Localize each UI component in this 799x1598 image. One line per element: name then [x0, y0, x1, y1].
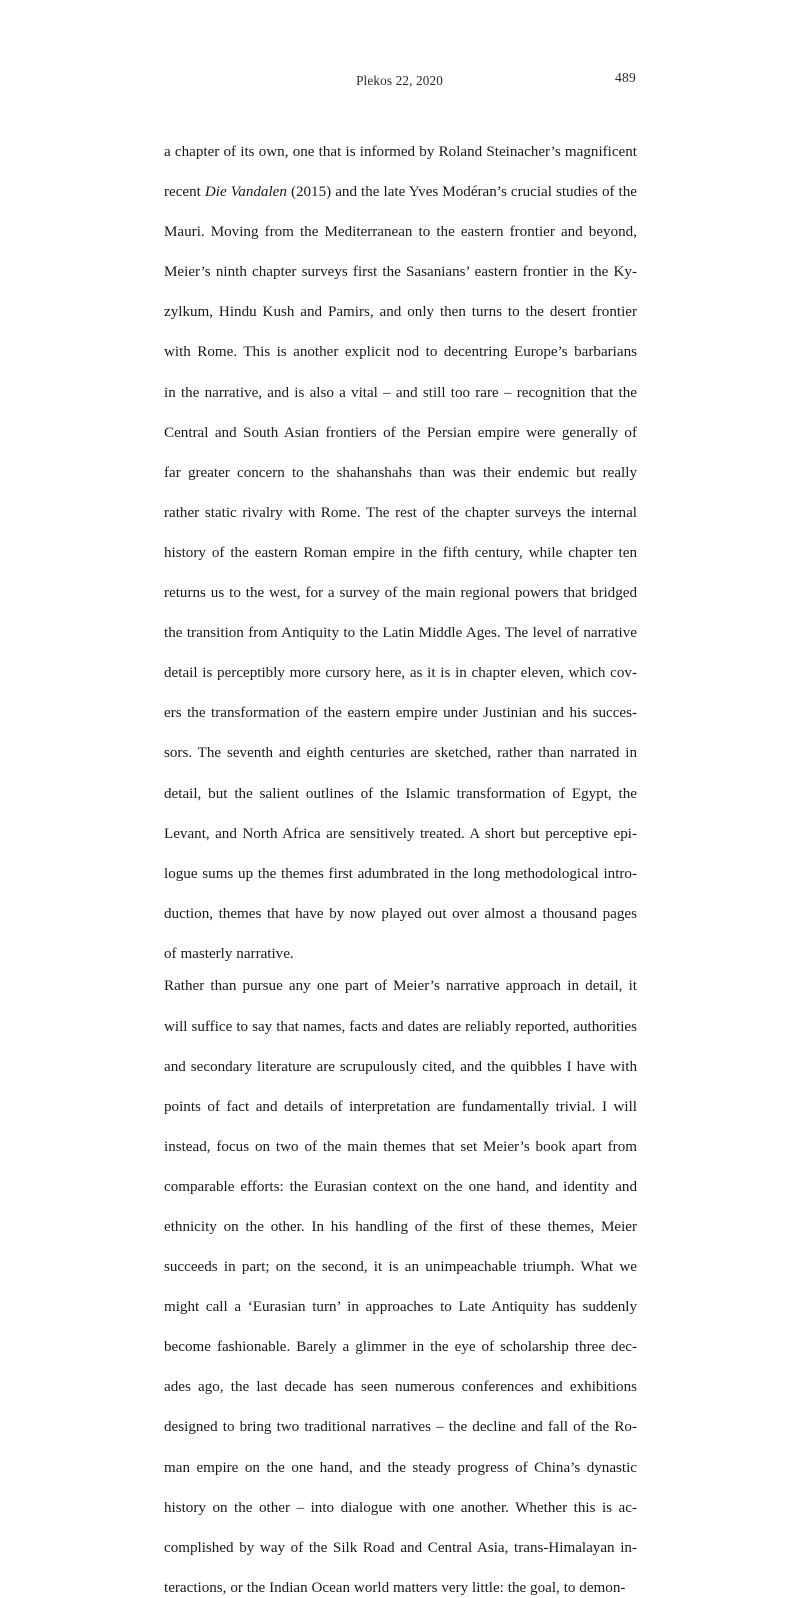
text-line: Rather than pursue any one part of Meier’s narrative approach in detail, it [164, 978, 637, 995]
text-line: Levant, and North Africa are sensitively treated. A short but perceptive epi- [164, 825, 637, 842]
text-line: sors. The seventh and eighth centuries are sketched, rather than narrated in [164, 745, 637, 762]
text-line: instead, focus on two of the main themes that set Meier’s book apart from [164, 1138, 637, 1155]
text-line: succeeds in part; on the second, it is an unimpeachable triumph. What we [164, 1259, 637, 1276]
text-line: the transition from Antiquity to the Latin Middle Ages. The level of narrative [164, 625, 637, 642]
text-line: with Rome. This is another explicit nod to decentring Europe’s barbarians [164, 344, 637, 361]
body-text-block [164, 142, 637, 1598]
text-line: far greater concern to the shahanshahs than was their endemic but really [164, 464, 637, 481]
body-paragraph [164, 142, 637, 964]
body-paragraph [164, 976, 637, 1597]
text-line: returns us to the west, for a survey of the main regional powers that bridged [164, 585, 637, 602]
text-line: Meier’s ninth chapter surveys first the Sasanians’ eastern frontier in the Ky- [164, 264, 637, 281]
page-number: 489 [615, 70, 636, 85]
text-line: ethnicity on the other. In his handling of the first of these themes, Meier [164, 1218, 637, 1235]
text-line: history on the other – into dialogue with one another. Whether this is ac- [164, 1499, 637, 1516]
running-head-title: Plekos 22, 2020 [356, 73, 443, 88]
text-line: might call a ‘Eurasian turn’ in approaches to Late Antiquity has suddenly [164, 1299, 637, 1316]
text-line: logue sums up the themes first adumbrated in the long methodological intro- [164, 865, 637, 882]
text-line: comparable efforts: the Eurasian context on the one hand, and identity and [164, 1178, 637, 1195]
text-line: a chapter of its own, one that is informed by Roland Steinacher’s magnificent [164, 144, 637, 160]
italic-title: Die Vandalen [204, 184, 287, 201]
text-line: designed to bring two traditional narratives – the decline and fall of the Ro- [164, 1419, 637, 1436]
text-line: man empire on the one hand, and the steady progress of China’s dynastic [164, 1459, 637, 1476]
text-line: detail, but the salient outlines of the Islamic transformation of Egypt, the [164, 785, 637, 802]
text-line: Central and South Asian frontiers of the Persian empire were generally of [164, 424, 637, 441]
text-line: duction, themes that have by now played out over almost a thousand pages [164, 905, 637, 922]
text-line: history of the eastern Roman empire in the fifth century, while chapter ten [164, 544, 637, 561]
running-head [0, 70, 799, 92]
text-line: ers the transformation of the eastern empire under Justinian and his succes- [164, 705, 637, 722]
text-line: in the narrative, and is also a vital – and still too rare – recognition that the [164, 384, 637, 401]
text-line: rather static rivalry with Rome. The rest of the chapter surveys the internal [164, 504, 637, 521]
text-line: will suffice to say that names, facts and dates are reliably reported, authorities [164, 1018, 637, 1035]
text-line: recent Die Vandalen (2015) and the late Yves Modéran’s crucial studies of the [164, 184, 637, 201]
text-line: of masterly narrative. [164, 945, 294, 962]
text-line: detail is perceptibly more cursory here, as it is in chapter eleven, which cov- [164, 665, 637, 682]
text-line: zylkum, Hindu Kush and Pamirs, and only then turns to the desert frontier [164, 304, 637, 321]
text-line: Mauri. Moving from the Mediterranean to the eastern frontier and beyond, [164, 224, 637, 241]
text-line: complished by way of the Silk Road and Central Asia, trans-Himalayan in- [164, 1539, 637, 1556]
text-line: and secondary literature are scrupulously cited, and the quibbles I have with [164, 1058, 637, 1075]
text-line: ades ago, the last decade has seen numerous conferences and exhibitions [164, 1379, 637, 1396]
text-line: become fashionable. Barely a glimmer in the eye of scholarship three dec- [164, 1339, 637, 1356]
text-line: teractions, or the Indian Ocean world matters very little: the goal, to demon- [164, 1579, 626, 1596]
text-line: points of fact and details of interpretation are fundamentally trivial. I will [164, 1098, 637, 1115]
